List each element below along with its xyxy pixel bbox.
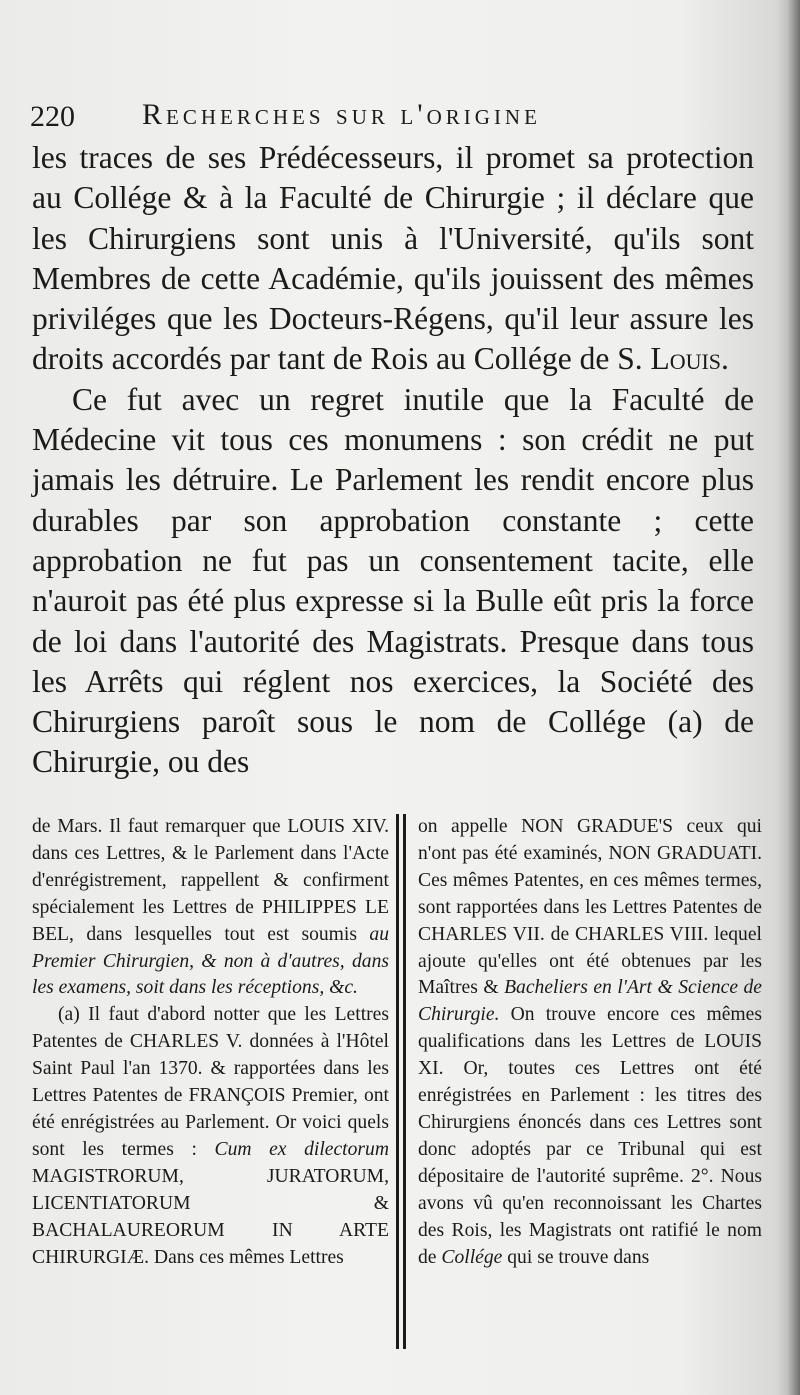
footnote-right-1-italic-2: Collége: [441, 1246, 503, 1268]
main-paragraph-2: Ce fut avec un regret inutile que la Faculté de Médecine vit tous ces monumens : son crédit ne put jamais les détruire. Le Parlement les rendit encore plus durables par son approbation constante ; cette approbation ne fut pas un consentement tacite, elle n'auroit pas été plus expresse si la Bulle eût pris la force de loi dans l'autorité des Magistrats. Presque dans tous les Arrêts qui réglent nos exercices, la Société des Chirurgiens paroît sous le nom de Collége (a) de Chirurgie, ou des: [32, 381, 754, 780]
page-header: [30, 98, 770, 138]
footnote-right-1-italic: Bacheliers en l'Art & Science de Chirurgie.: [418, 977, 762, 1026]
footnote-right-1-text: on appelle NON GRADUE'S ceux qui n'ont pas été examinés, NON GRADUATI. Ces mêmes Patentes, en ces mêmes termes, sont rapportées dans les Lettres Patentes de CHARLES VII. de CHARLES VIII. lequel ajoute qu'elles ont été obtenues par les Maîtres &: [418, 816, 762, 999]
book-spine-shadow: [788, 0, 800, 1395]
footnotes-right-column: [418, 814, 762, 1271]
page-number: 220: [30, 100, 75, 133]
footnote-left-paragraph-2: [32, 1002, 389, 1271]
main-paragraph-1-louis: Louis.: [650, 341, 729, 377]
footnote-right-paragraph-1: [418, 814, 762, 1271]
footnote-left-1-italic: au Premier Chirurgien, & non à d'autres, dans les examens, soit dans les réceptions, &c.: [32, 923, 389, 999]
footnote-left-2-text: (a) Il faut d'abord notter que les Lettres Patentes de CHARLES V. données à l'Hôtel Saint Paul l'an 1370. & rapportées dans les Lettres Patentes de FRANÇOIS Premier, ont été enrégistrées au Parlement. Or voici quels sont les termes :: [32, 1004, 389, 1160]
footnote-right-1-text-c: qui se trouve dans: [502, 1246, 650, 1268]
footnote-left-2-text-b: MAGISTRORUM, JURATORUM, LICENTIATORUM & BACHALAUREORUM IN ARTE CHIRURGIÆ. Dans ces mêmes Lettres: [32, 1165, 389, 1268]
main-paragraph-1: [32, 138, 754, 380]
main-paragraph-1-text: les traces de ses Prédécesseurs, il promet sa protection au Collége & à la Faculté de Chirurgie ; il déclare que les Chirurgiens sont unis à l'Université, qu'ils sont Membres de cette Académie, qu'ils jouissent des mêmes priviléges que les Docteurs-Régens, qu'il leur assure les droits accordés par tant de Rois au Collége de S.: [32, 140, 754, 377]
main-text-block: [32, 138, 754, 783]
footnote-left-2-italic: Cum ex dilectorum: [214, 1138, 389, 1160]
footnote-right-1-text-b: On trouve encore ces mêmes qualifications dans les Lettres de LOUIS XI. Or, toutes ces Lettres ont été enrégistrées en Parlement : les titres des Chirurgiens énoncés dans ces Lettres sont donc adoptés par ce Tribunal qui est dépositaire de l'autorité suprême. 2°. Nous avons vû qu'en reconnoissant les Chartes des Rois, les Magistrats ont ratifié le nom de: [418, 1004, 762, 1268]
footnote-left-1-text: de Mars. Il faut remarquer que LOUIS XIV. dans ces Lettres, & le Parlement dans l'Acte d'enrégistrement, rappellent & confirment spécialement les Lettres de PHILIPPES LE BEL, dans lesquelles tout est soumis: [32, 816, 389, 945]
column-divider-double-rule: [396, 814, 406, 1349]
footnotes-left-column: [32, 814, 389, 1271]
footnote-left-paragraph-1: [32, 814, 389, 1002]
running-head: Recherches sur l'origine: [142, 98, 541, 131]
